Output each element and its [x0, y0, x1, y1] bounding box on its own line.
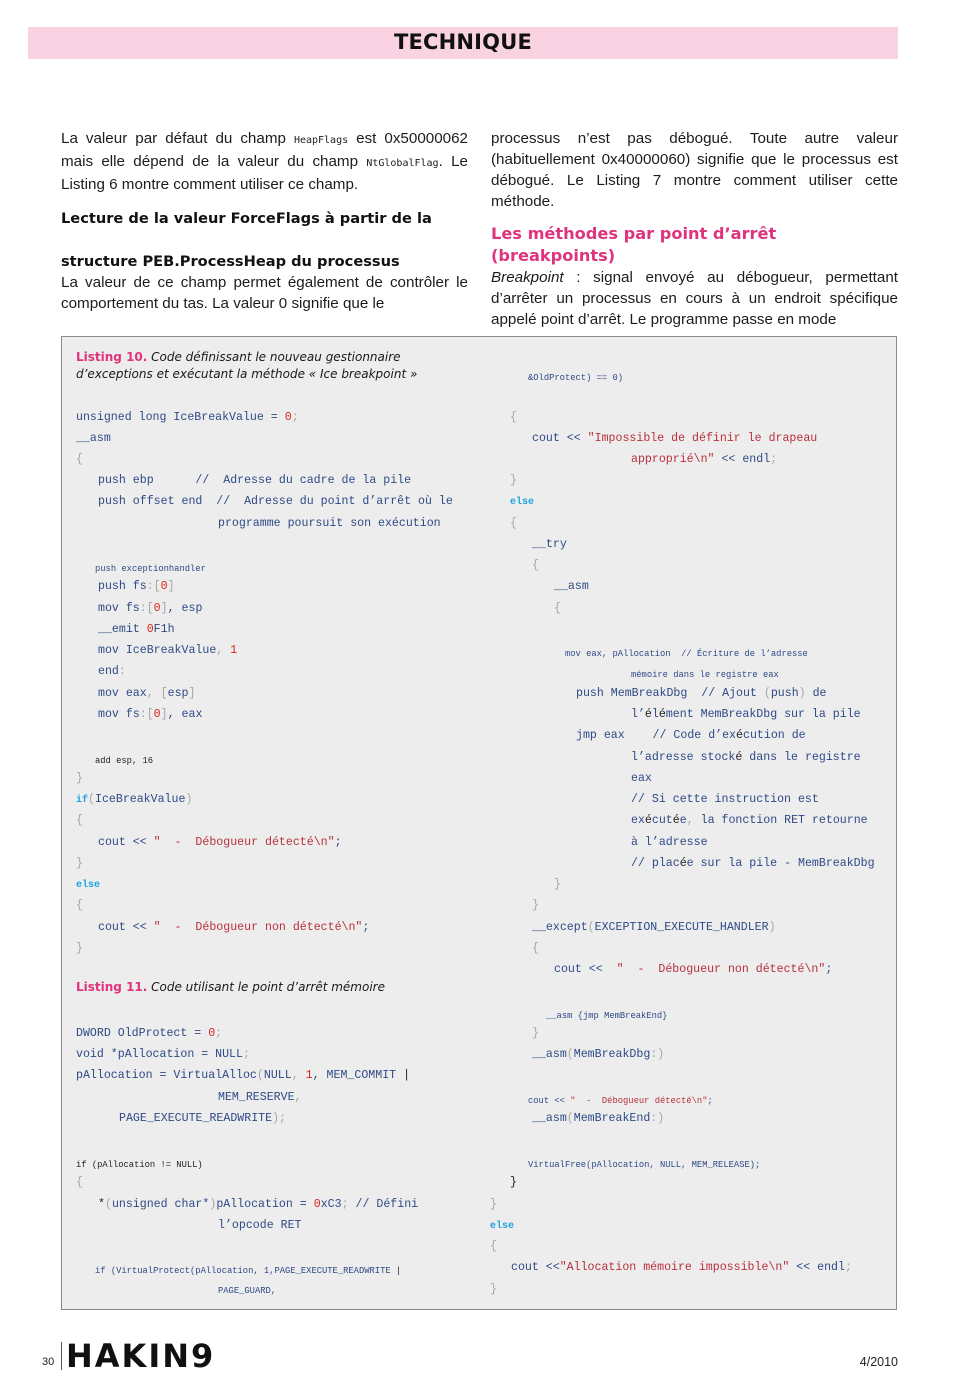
code-line: DWORD OldProtect = 0;: [76, 1027, 223, 1040]
code-line: }: [76, 857, 83, 870]
code-line: }: [532, 1027, 539, 1040]
code-line: }: [490, 1198, 497, 1211]
code-line: if (pAllocation != NULL): [76, 1160, 203, 1170]
code-line: __except(EXCEPTION_EXECUTE_HANDLER): [532, 921, 776, 934]
code-listing: [62, 337, 896, 1309]
code-line: mov eax, pAllocation // Écriture de l’adresse: [565, 649, 808, 659]
code-line: }: [554, 878, 561, 891]
code-line: __try: [532, 538, 567, 551]
code-line: __asm {jmp MemBreakEnd}: [546, 1011, 668, 1021]
code-line: }: [510, 1176, 517, 1189]
code-line: cout << " - Débogueur non détecté\n";: [554, 963, 833, 976]
code-line: &OldProtect) == 0): [528, 373, 624, 383]
code-line: add esp, 16: [95, 756, 154, 766]
paragraph-debug-value: processus n’est pas débogué. Toute autre valeur (habituellement 0x40000060) signifie que le processus est débogué. Le Listing 7 montre comment utiliser cette méthode.: [491, 130, 898, 210]
code-line: à l’adresse: [631, 836, 708, 849]
subheading-forceflags-line1: Lecture de la valeur ForceFlags à partir de la: [61, 210, 432, 227]
code-listing-box: [61, 336, 897, 1310]
code-line: cout << "Impossible de définir le drapeau: [532, 432, 818, 445]
inline-code-ntglobalflag: NtGlobalFlag: [366, 158, 439, 169]
code-line: {: [510, 517, 517, 530]
code-line: }: [510, 474, 517, 487]
code-line: VirtualFree(pAllocation, NULL, MEM_RELEASE);: [528, 1160, 761, 1170]
code-line: PAGE_GUARD,: [218, 1286, 277, 1296]
code-line: {: [532, 559, 539, 572]
code-line: MEM_RESERVE,: [218, 1091, 302, 1104]
code-line: if(IceBreakValue): [76, 793, 193, 806]
code-line: {: [76, 453, 83, 466]
code-line: PAGE_EXECUTE_READWRITE);: [119, 1112, 286, 1125]
code-line: {: [554, 602, 561, 615]
code-line: else: [510, 497, 535, 508]
left-text-column: [61, 128, 468, 314]
magazine-logo: HAKIN9: [66, 1337, 216, 1375]
code-line: __emit 0F1h: [98, 623, 175, 636]
code-line: approprié\n" << endl;: [631, 453, 778, 466]
code-line: {: [76, 899, 83, 912]
code-line: void *pAllocation = NULL;: [76, 1048, 250, 1061]
code-line: mov eax, [esp]: [98, 687, 196, 700]
code-line: push ebp // Adresse du cadre de la pile: [98, 474, 412, 487]
code-line: eax: [631, 772, 652, 785]
code-line: l’adresse stocké dans le registre: [631, 751, 861, 764]
issue-number: 4/2010: [859, 1355, 898, 1369]
section-header-bar: [28, 27, 898, 59]
code-line: // placée sur la pile - MemBreakDbg: [631, 857, 875, 870]
code-line: pAllocation = VirtualAlloc(NULL, 1, MEM_COMMIT |: [76, 1069, 411, 1082]
code-line: }: [76, 772, 83, 785]
section-heading-breakpoints: Les méthodes par point d’arrêt (breakpoints): [491, 224, 777, 265]
listing-11-caption: Listing 11. Code utilisant le point d’arrêt mémoire: [76, 980, 385, 994]
inline-code-heapflags: HeapFlags: [293, 135, 349, 146]
code-line: mémoire dans le registre eax: [631, 670, 779, 680]
code-line: {: [510, 411, 517, 424]
code-line: cout << " - Débogueur détecté\n";: [98, 836, 342, 849]
code-line: {: [532, 942, 539, 955]
code-line: {: [76, 1176, 83, 1189]
code-line: l’opcode RET: [218, 1219, 302, 1232]
code-line: end:: [98, 665, 126, 678]
code-line: else: [490, 1221, 515, 1232]
code-line: if (VirtualProtect(pAllocation, 1,PAGE_EXECUTE_READWRITE |: [95, 1266, 402, 1276]
code-line: mov fs:[0], esp: [98, 602, 203, 615]
code-line: else: [76, 880, 101, 891]
right-text-column: [491, 128, 898, 330]
code-line: }: [490, 1283, 497, 1296]
section-title: TECHNIQUE: [393, 30, 533, 54]
code-line: {: [76, 814, 83, 827]
code-line: cout << " - Débogueur détecté\n";: [528, 1096, 713, 1106]
paragraph-heapflags: La valeur par défaut du champ HeapFlags est 0x50000062 mais elle dépend de la valeur du champ NtGlobalFlag. Le Listing 6 montre comment utiliser ce champ.: [61, 130, 469, 193]
listing-10-caption: Listing 10. Code définissant le nouveau gestionnaire: [76, 350, 401, 364]
code-line: {: [490, 1240, 497, 1253]
term-breakpoint: Breakpoint: [491, 269, 564, 286]
code-line: l’élément MemBreakDbg sur la pile: [631, 708, 861, 721]
paragraph-forceflags: La valeur de ce champ permet également de contrôler le comportement du tas. La valeur 0 signifie que le: [61, 274, 468, 312]
code-line: __asm: [76, 432, 111, 445]
listing-10-caption-line2: d’exceptions et exécutant la méthode « Ice breakpoint »: [76, 367, 418, 381]
code-line: programme poursuit son exécution: [218, 517, 441, 530]
code-line: // Si cette instruction est: [631, 793, 819, 806]
subheading-forceflags-line2: structure PEB.ProcessHeap du processus: [61, 253, 400, 270]
code-line: push offset end // Adresse du point d’arrêt où le: [98, 495, 453, 508]
code-line: cout << " - Débogueur non détecté\n";: [98, 921, 370, 934]
code-line: cout <<"Allocation mémoire impossible\n" << endl;: [511, 1261, 852, 1274]
code-line: exécutée, la fonction RET retourne: [631, 814, 868, 827]
code-line: jmp eax // Code d’exécution de: [576, 729, 806, 742]
code-line: push exceptionhandler: [95, 564, 206, 574]
code-line: unsigned long IceBreakValue = 0;: [76, 411, 299, 424]
code-line: __asm(MemBreakDbg:): [532, 1048, 665, 1061]
page-number: 30: [42, 1356, 55, 1368]
code-line: mov fs:[0], eax: [98, 708, 203, 721]
code-line: *(unsigned char*)pAllocation = 0xC3; // Défini: [98, 1198, 419, 1211]
code-line: mov IceBreakValue, 1: [98, 644, 238, 657]
code-line: }: [532, 899, 539, 912]
footer-divider: [61, 1342, 62, 1370]
code-line: push MemBreakDbg // Ajout (push) de: [576, 687, 827, 700]
code-line: __asm: [554, 580, 589, 593]
code-line: push fs:[0]: [98, 580, 175, 593]
code-line: __asm(MemBreakEnd:): [532, 1112, 665, 1125]
code-line: }: [76, 942, 83, 955]
paragraph-breakpoint-definition: Breakpoint : signal envoyé au débogueur, permettant d’arrêter un processus en cours à un endroit spécifique appelé point d’arrêt. Le programme passe en mode: [491, 269, 898, 328]
